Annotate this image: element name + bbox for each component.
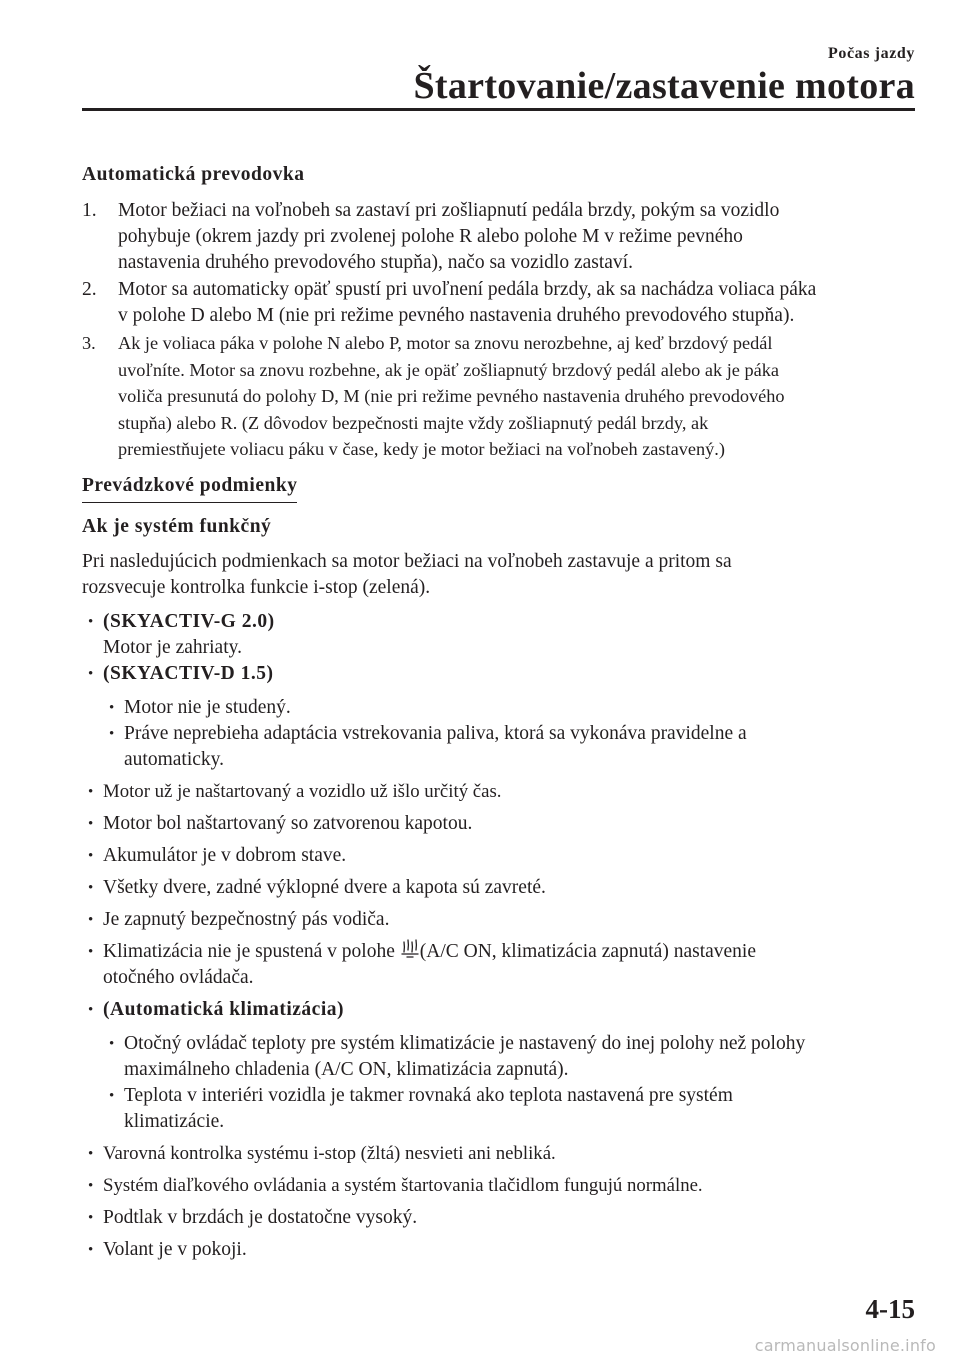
sub-bullet [82, 1031, 917, 1083]
bullet-text: Volant je v pokoji. [103, 1238, 247, 1260]
bullet-text [103, 939, 917, 965]
bullet-text: Systém diaľkového ovládania a systém štartovania tlačidlom fungujú normálne. [103, 1174, 703, 1196]
item-line: stupňa) alebo R. (Z dôvodov bezpečnosti majte vždy zošliapnutý pedál brzdy, ak [118, 412, 709, 433]
bullet-label: (SKYACTIV-D 1.5) [103, 662, 274, 684]
item-line: Motor sa automaticky opäť spustí pri uvoľnení pedála brzdy, ak sa nachádza voliaca páka [118, 279, 817, 300]
bullet-final [82, 1141, 917, 1167]
item-number: 3. [82, 333, 96, 353]
item-line: nastavenia druhého prevodového stupňa), načo sa vozidlo zastaví. [118, 252, 633, 273]
section-label: Počas jazdy [827, 45, 915, 62]
sub-bullet-line: Otočný ovládač teploty pre systém klimatizácie je nastavený do inej polohy než polohy [124, 1032, 806, 1054]
bullet-skyactiv-d [82, 661, 917, 687]
bullet-dot: • [88, 665, 94, 682]
item-line: Ak je voliaca páka v polohe N alebo P, motor sa znovu nerozbehne, aj keď brzdový pedál [118, 333, 773, 353]
climate-text-after: (A/C ON, klimatizácia zapnutá) nastavenie [419, 940, 756, 962]
bullet-text: Akumulátor je v dobrom stave. [103, 844, 347, 866]
page-number: 4-15 [865, 1294, 915, 1324]
bullet-dot: • [88, 613, 94, 630]
sub-bullet-line: automaticky. [124, 748, 224, 770]
bullet-final [82, 1173, 917, 1199]
bullet-general [82, 811, 917, 837]
item-number: 2. [82, 279, 97, 300]
bullet-dot: • [88, 1209, 94, 1226]
automatic-transmission-heading: Automatická prevodovka [82, 164, 305, 185]
sub-bullet-line: maximálneho chladenia (A/C ON, klimatizácia zapnutá). [124, 1058, 569, 1080]
numbered-item-3 [82, 330, 917, 463]
bullet-text: Motor je zahriaty. [103, 636, 242, 658]
system-functional-subheading: Ak je systém funkčný [82, 515, 272, 537]
bullet-dot: • [88, 911, 94, 928]
sub-bullet [82, 695, 917, 721]
sub-bullet-line: Práve neprebieha adaptácia vstrekovania paliva, ktorá sa vykonáva pravidelne a [124, 722, 747, 744]
item-line: pohybuje (okrem jazdy pri zvolenej polohe R alebo polohe M v režime pevného [118, 226, 743, 247]
sub-bullet-line: klimatizácie. [124, 1110, 225, 1132]
climate-text-before: Klimatizácia nie je spustená v polohe [103, 940, 400, 962]
numbered-item-1 [82, 198, 917, 276]
sub-bullet [82, 721, 917, 773]
bullet-label: (SKYACTIV-G 2.0) [103, 610, 275, 632]
bullet-final [82, 1205, 917, 1231]
bullet-climate [82, 939, 917, 991]
intro-line: Pri nasledujúcich podmienkach sa motor bežiaci na voľnobeh zastavuje a pritom sa [82, 550, 732, 572]
bullet-text: Motor bol naštartovaný so zatvorenou kapotou. [103, 812, 473, 834]
bullet-dot: • [88, 1177, 94, 1194]
bullet-general [82, 779, 917, 805]
bullet-dot: • [88, 1001, 94, 1018]
bullet-dot: • [88, 815, 94, 832]
watermark: carmanualsonline.info [754, 1336, 936, 1355]
item-number: 1. [82, 200, 97, 221]
bullet-auto-climate [82, 997, 917, 1023]
chapter-title: Štartovanie/zastavenie motora [413, 65, 915, 107]
sub-bullet [82, 1083, 917, 1135]
bullet-dot: • [88, 1145, 94, 1162]
ac-fan-icon [400, 939, 420, 959]
item-line: Motor bežiaci na voľnobeh sa zastaví pri zošliapnutí pedála brzdy, pokým sa vozidlo [118, 200, 780, 221]
page-content [82, 162, 917, 1263]
item-line: premiestňujete voliacu páku v čase, kedy je motor bežiaci na voľnobeh zastavený.) [118, 439, 725, 459]
bullet-label: (Automatická klimatizácia) [103, 998, 345, 1020]
bullet-dot: • [88, 879, 94, 896]
item-line: v polohe D alebo M (nie pri režime pevného nastavenia druhého prevodového stupňa). [118, 305, 795, 326]
bullet-general [82, 875, 917, 901]
bullet-text: Motor už je naštartovaný a vozidlo už išlo určitý čas. [103, 780, 502, 802]
conditions-intro [82, 549, 917, 601]
bullet-dot: • [88, 783, 94, 800]
operating-conditions-heading: Prevádzkové podmienky [82, 473, 297, 503]
page-header [82, 44, 915, 108]
sub-bullet-line: Teplota v interiéri vozidla je takmer rovnaká ako teplota nastavená pre systém [124, 1084, 733, 1106]
header-rule [82, 108, 915, 111]
numbered-item-2 [82, 277, 917, 329]
sub-bullet-line: Motor nie je studený. [124, 696, 291, 718]
bullet-skyactiv-g [82, 609, 917, 661]
bullet-dot: • [109, 725, 115, 742]
bullet-dot: • [109, 1035, 115, 1052]
bullet-text: Varovná kontrolka systému i-stop (žltá) nesvieti ani nebliká. [103, 1142, 556, 1164]
bullet-text: Všetky dvere, zadné výklopné dvere a kapota sú zavreté. [103, 876, 546, 898]
bullet-dot: • [88, 847, 94, 864]
item-line: uvoľníte. Motor sa znovu rozbehne, ak je opäť zošliapnutý brzdový pedál alebo ak je páka [118, 359, 779, 380]
bullet-dot: • [88, 943, 94, 960]
bullet-text: otočného ovládača. [103, 966, 254, 988]
bullet-dot: • [109, 699, 115, 716]
bullet-general [82, 907, 917, 933]
bullet-text: Je zapnutý bezpečnostný pás vodiča. [103, 908, 390, 930]
bullet-general [82, 843, 917, 869]
bullet-final [82, 1237, 917, 1263]
bullet-dot: • [88, 1241, 94, 1258]
bullet-dot: • [109, 1087, 115, 1104]
item-line: voliča presunutá do polohy D, M (nie pri režime pevného nastavenia druhého prevodového [118, 386, 785, 406]
bullet-text: Podtlak v brzdách je dostatočne vysoký. [103, 1206, 418, 1228]
intro-line: rozsvecuje kontrolka funkcie i-stop (zelená). [82, 576, 431, 598]
